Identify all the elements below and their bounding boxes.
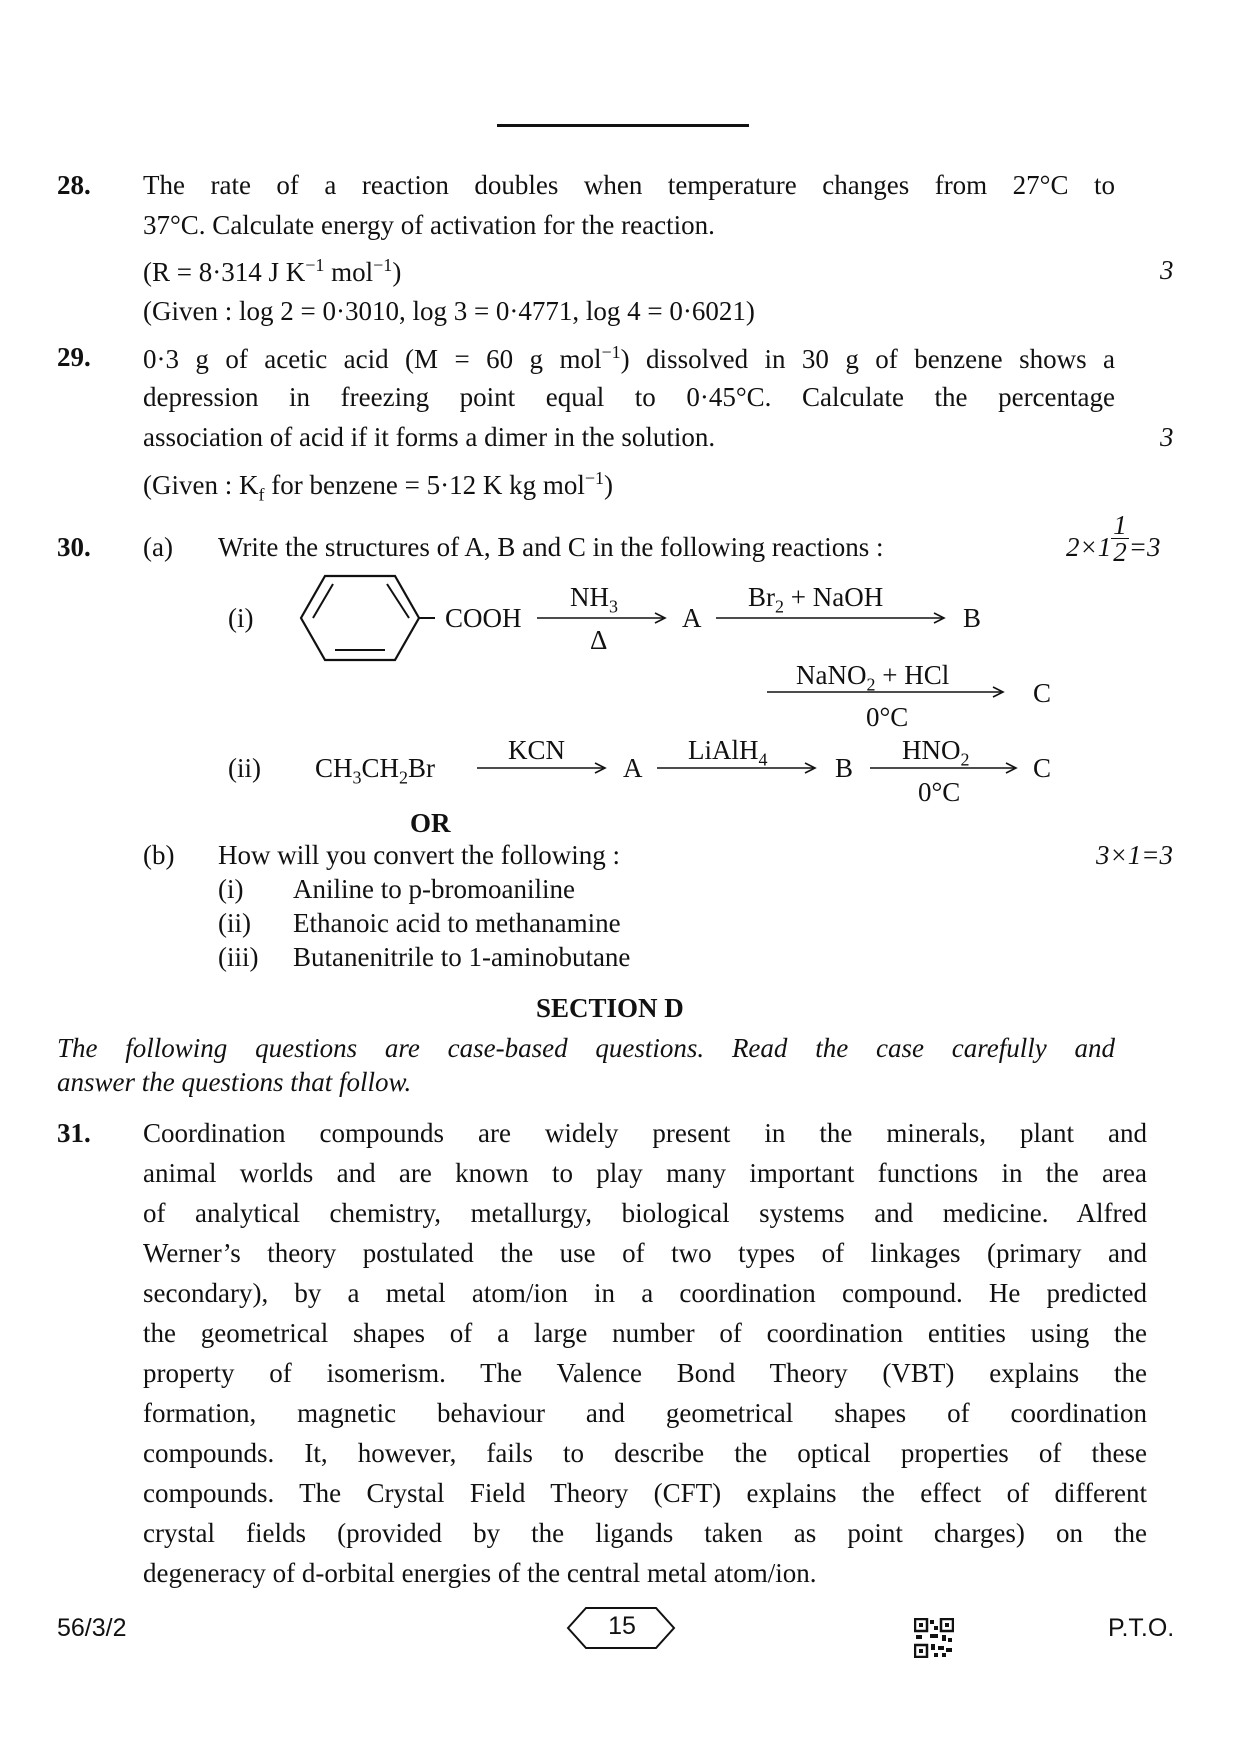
conversion-text-3: Butanenitrile to 1-aminobutane (293, 942, 631, 972)
q31-line-5: secondary), by a metal atom/ion in a coordination compound. He predicted (143, 1278, 1147, 1308)
reaction-ii-product-c: C (1033, 753, 1052, 783)
q31-line-7: property of isomerism. The Valence Bond Theory (VBT) explains the (143, 1358, 1147, 1388)
reaction-ii-reagent-3-top: $HNO_2$ (902, 735, 970, 770)
q30-part-b-label: (b) (143, 840, 175, 870)
q31-number: 31. (57, 1118, 91, 1148)
reaction-ii-label: (ii) (228, 753, 261, 783)
reaction-i-reagent-2-top: $Br_2$ + NaOH (748, 582, 884, 617)
reaction-i-reagent-3-bottom: 0°C (866, 702, 909, 732)
q31-line-12: degeneracy of d-orbital energies of the central metal atom/ion. (143, 1558, 817, 1588)
conversion-label-3: (iii) (218, 942, 259, 972)
q29-line3: association of acid if it forms a dimer in the solution. (143, 422, 716, 452)
q30-number: 30. (57, 532, 91, 562)
q29-marks: 3 (1160, 422, 1174, 452)
r-suffix: ) (392, 257, 402, 287)
q31-line-9: compounds. It, however, fails to describe the optical properties of these (143, 1438, 1147, 1468)
reaction-i-label: (i) (228, 603, 254, 633)
q29-given-b: for benzene = 5·12 K kg mol (264, 470, 585, 500)
conversion-text-2: Ethanoic acid to methanamine (293, 908, 621, 938)
reaction-ii-reagent-3-bottom: 0°C (918, 777, 961, 807)
q31-line-11: crystal fields (provided by the ligands taken as point charges) on the (143, 1518, 1147, 1548)
reaction-i-product-a: A (682, 603, 702, 633)
reaction-i-product-c: C (1033, 678, 1052, 708)
q30-part-b-text: How will you convert the following : (218, 840, 620, 870)
nh3-label: $NH_3$ (570, 582, 618, 617)
reaction-i-cooh: COOH (445, 603, 522, 633)
q29-line1-b: ) dissolved in 30 g of benzene shows a (620, 344, 1115, 374)
reaction-ii-product-a: A (623, 753, 643, 783)
paper-code: 56/3/2 (57, 1614, 127, 1642)
q31-line-2: animal worlds and are known to play many important functions in the area (143, 1158, 1147, 1188)
q28-number: 28. (57, 170, 91, 200)
q31-line-8: formation, magnetic behaviour and geometrical shapes of coordination (143, 1398, 1147, 1428)
section-d-instruction-1: The following questions are case-based questions. Read the case carefully and (57, 1033, 1115, 1063)
q30-part-a-text: Write the structures of A, B and C in the following reactions : (218, 532, 884, 562)
marks-a-numerator: 1 (1113, 510, 1127, 541)
reaction-ii-product-b: B (835, 753, 854, 783)
pto-label: P.T.O. (1108, 1614, 1175, 1642)
top-rule (497, 124, 749, 127)
conversion-text-1: Aniline to p-bromoaniline (293, 874, 575, 904)
q29-given-sub: f (258, 484, 265, 505)
q29-line1-exp: −1 (601, 342, 621, 362)
q28-line2: 37°C. Calculate energy of activation for the reaction. (143, 210, 715, 240)
q30-part-a-label: (a) (143, 532, 173, 562)
q29-number: 29. (57, 342, 91, 372)
q29-given-a: (Given : K (143, 470, 259, 500)
q28-line1: The rate of a reaction doubles when temperature changes from 27°C to (143, 170, 1115, 200)
reaction-i-reagent-3-top: NaNO$_2$ + HCl (796, 660, 950, 695)
q29-line2: depression in freezing point equal to 0·45°C. Calculate the percentage (143, 382, 1115, 412)
section-d-title: SECTION D (536, 993, 684, 1023)
r-prefix: (R = 8·314 J K (143, 257, 306, 287)
q30-marks-b: 3×1=3 (1096, 840, 1173, 870)
page-number: 15 (608, 1612, 636, 1640)
q28-marks: 3 (1160, 255, 1174, 285)
marks-a-whole: 2×1 (1066, 532, 1112, 562)
reaction-i-reagent-1-top (570, 582, 618, 617)
q31-line-1: Coordination compounds are widely present in the minerals, plant and (143, 1118, 1147, 1148)
q28-given: (Given : log 2 = 0·3010, log 3 = 0·4771, log 4 = 0·6021) (143, 296, 755, 326)
marks-a-eq: =3 (1128, 532, 1161, 562)
r-mid: mol (324, 257, 374, 287)
marks-a-denominator: 2 (1113, 537, 1127, 568)
q29-given-c: ) (604, 470, 614, 500)
reaction-ii-reagent-2: LiAlH$_4$ (688, 735, 768, 770)
reaction-ii-reagent-1: KCN (508, 735, 566, 765)
q31-line-4: Werner’s theory postulated the use of two types of linkages (primary and (143, 1238, 1147, 1268)
q29-line1-a: 0·3 g of acetic acid (M = 60 g mol (143, 344, 602, 374)
reaction-i-product-b: B (963, 603, 982, 633)
r-exp-1: −1 (305, 255, 325, 275)
q31-line-3: of analytical chemistry, metallurgy, biological systems and medicine. Alfred (143, 1198, 1147, 1228)
q31-line-10: compounds. The Crystal Field Theory (CFT) explains the effect of different (143, 1478, 1147, 1508)
qr-code-icon (914, 1618, 954, 1658)
q29-line1 (143, 342, 1115, 375)
conversion-label-2: (ii) (218, 908, 251, 938)
q29-given (143, 468, 613, 505)
q30-marks-a (1066, 510, 1161, 568)
q28-r-value (143, 255, 401, 288)
q31-line-6: the geometrical shapes of a large number of coordination entities using the (143, 1318, 1147, 1348)
benzene-ring-icon (295, 570, 435, 670)
reaction-ii-start: $CH_3CH_2Br$ (315, 753, 436, 788)
conversion-label-1: (i) (218, 874, 244, 904)
q29-given-exp: −1 (584, 468, 605, 488)
r-exp-2: −1 (373, 255, 393, 275)
section-d-instruction-2: answer the questions that follow. (57, 1067, 412, 1097)
reaction-i-reagent-1-bottom: Δ (590, 625, 608, 655)
or-separator: OR (410, 808, 451, 838)
